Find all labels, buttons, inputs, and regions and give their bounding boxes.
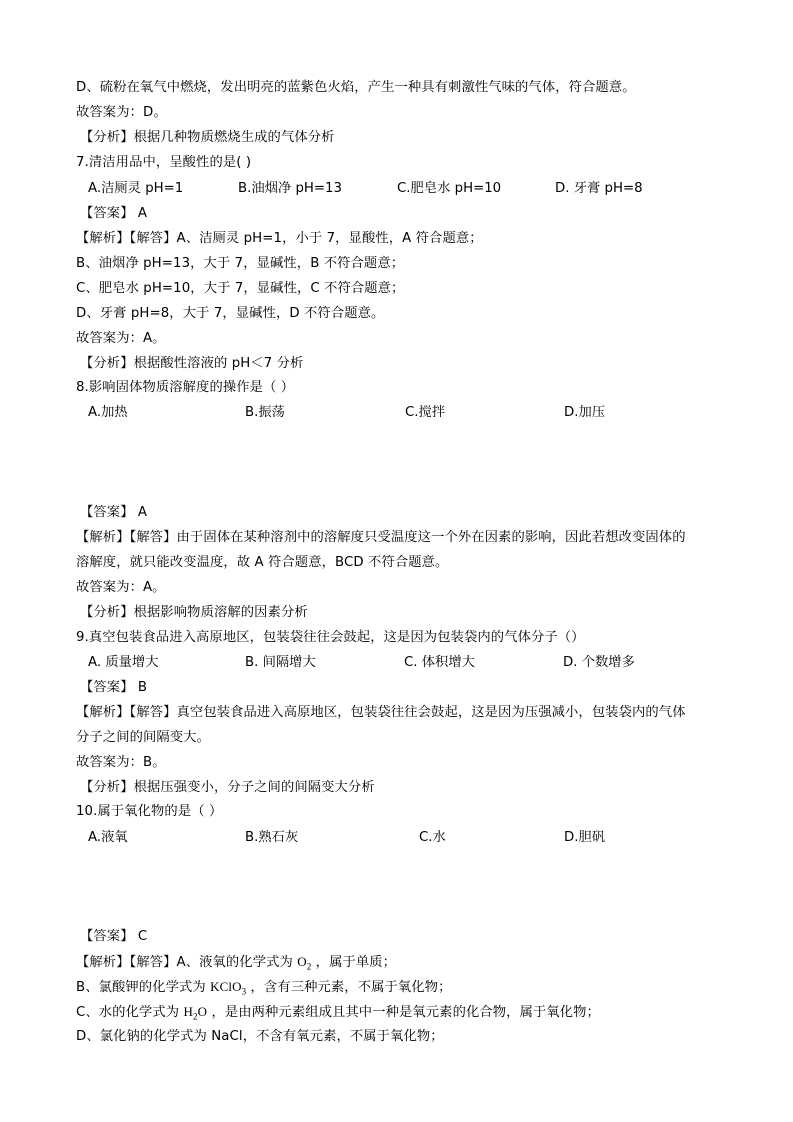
q10-option-c: C.水 <box>419 830 446 845</box>
q10-option-b: B.熟石灰 <box>245 830 299 845</box>
q10-explain-b <box>76 978 451 1001</box>
q7-explain-b: B、油烟净 pH=13，大于 7，显碱性，B 不符合题意； <box>76 256 405 271</box>
q9-answer: 【答案】 B <box>80 680 148 695</box>
q10-explain-a <box>76 953 396 976</box>
q7-option-b: B.油烟净 pH=13 <box>238 181 342 196</box>
q7-option-d: D. 牙膏 pH=8 <box>555 181 643 196</box>
q8-analysis: 【分析】根据影响物质溶解的因素分析 <box>80 605 308 620</box>
prev-analysis: 【分析】根据几种物质燃烧生成的气体分析 <box>80 130 335 145</box>
q9-option-a: A. 质量增大 <box>88 655 159 670</box>
q8-option-a: A.加热 <box>88 405 128 420</box>
q7-option-c: C.肥皂水 pH=10 <box>397 181 502 196</box>
q9-option-b: B. 间隔增大 <box>245 655 316 670</box>
formula-o2-symbol: O <box>297 954 307 969</box>
q10-stem: 10.属于氧化物的是（ ） <box>76 804 223 819</box>
formula-kclo3 <box>210 979 247 997</box>
q7-answer: 【答案】 A <box>80 206 148 221</box>
q10-explain-b-tail: ，含有三种元素，不属于氧化物； <box>250 980 452 995</box>
q10-explain-c-text: C、水的化学式为 <box>76 1005 180 1020</box>
q8-answer: 【答案】 A <box>80 505 148 520</box>
q10-explain-c-tail: ，是由两种元素组成且其中一种是氧元素的化合物，属于氧化物； <box>211 1005 600 1020</box>
q9-answer-line: 故答案为：B。 <box>76 755 166 770</box>
formula-kclo3-subscript: 3 <box>241 986 247 997</box>
q10-explain-a-text: 【解析】【解答】A、液氧的化学式为 <box>76 955 293 970</box>
q10-explain-a-tail: ，属于单质； <box>315 955 397 970</box>
q8-option-c: C.搅拌 <box>405 405 446 420</box>
q7-explain-a: 【解析】【解答】A、洁厕灵 pH=1，小于 7，显酸性，A 符合题意； <box>76 231 483 246</box>
formula-o2 <box>297 954 312 972</box>
q8-explain-line-2: 溶解度，就只能改变温度，故 A 符合题意，BCD 不符合题意。 <box>76 555 449 570</box>
q10-explain-c <box>76 1003 600 1026</box>
q9-explain-line-2: 分子之间的间隔变大。 <box>76 730 210 745</box>
formula-h2o-o: O <box>197 1004 208 1019</box>
q9-option-d: D. 个数增多 <box>563 655 635 670</box>
q7-analysis: 【分析】根据酸性溶液的 pH＜7 分析 <box>80 356 304 371</box>
q9-analysis: 【分析】根据压强变小，分子之间的间隔变大分析 <box>80 780 375 795</box>
q8-option-d: D.加压 <box>564 405 606 420</box>
formula-h2o <box>183 1004 208 1022</box>
formula-h2o-h: H <box>183 1004 193 1019</box>
q10-option-d: D.胆矾 <box>564 830 606 845</box>
prev-answer-line: 故答案为：D。 <box>76 105 167 120</box>
q9-option-c: C. 体积增大 <box>404 655 475 670</box>
formula-o2-subscript: 2 <box>306 961 312 972</box>
formula-h2o-subscript: 2 <box>193 1011 198 1022</box>
q8-option-b: B.振荡 <box>245 405 285 420</box>
formula-kclo3-symbol: KClO <box>210 979 242 994</box>
q10-answer: 【答案】 C <box>80 929 148 944</box>
q10-explain-d: D、氯化钠的化学式为 NaCl，不含有氧元素，不属于氧化物； <box>76 1029 444 1044</box>
q8-answer-line: 故答案为：A。 <box>76 580 166 595</box>
q10-explain-b-text: B、氯酸钾的化学式为 <box>76 980 206 995</box>
prev-option-d-explanation: D、硫粉在氧气中燃烧，发出明亮的蓝紫色火焰，产生一种具有刺激性气味的气体，符合题意。 <box>76 80 636 95</box>
q8-stem: 8.影响固体物质溶解度的操作是（ ） <box>76 380 295 395</box>
q9-explain-line-1: 【解析】【解答】真空包装食品进入高原地区，包装袋往往会鼓起，这是因为压强减小，包装袋内的气体 <box>76 705 686 720</box>
q9-stem: 9.真空包装食品进入高原地区，包装袋往往会鼓起，这是因为包装袋内的气体分子（） <box>76 630 585 645</box>
q10-option-a: A.液氧 <box>88 830 128 845</box>
q7-stem: 7.清洁用品中，呈酸性的是( ) <box>76 155 252 170</box>
q7-explain-d: D、牙膏 pH=8，大于 7，显碱性，D 不符合题意。 <box>76 306 385 321</box>
q8-explain-line-1: 【解析】【解答】由于固体在某种溶剂中的溶解度只受温度这一个外在因素的影响，因此若想改变固体的 <box>76 530 686 545</box>
q7-explain-c: C、肥皂水 pH=10，大于 7，显碱性，C 不符合题意； <box>76 281 405 296</box>
q7-answer-line: 故答案为：A。 <box>76 331 166 346</box>
q7-option-a: A.洁厕灵 pH=1 <box>88 181 184 196</box>
